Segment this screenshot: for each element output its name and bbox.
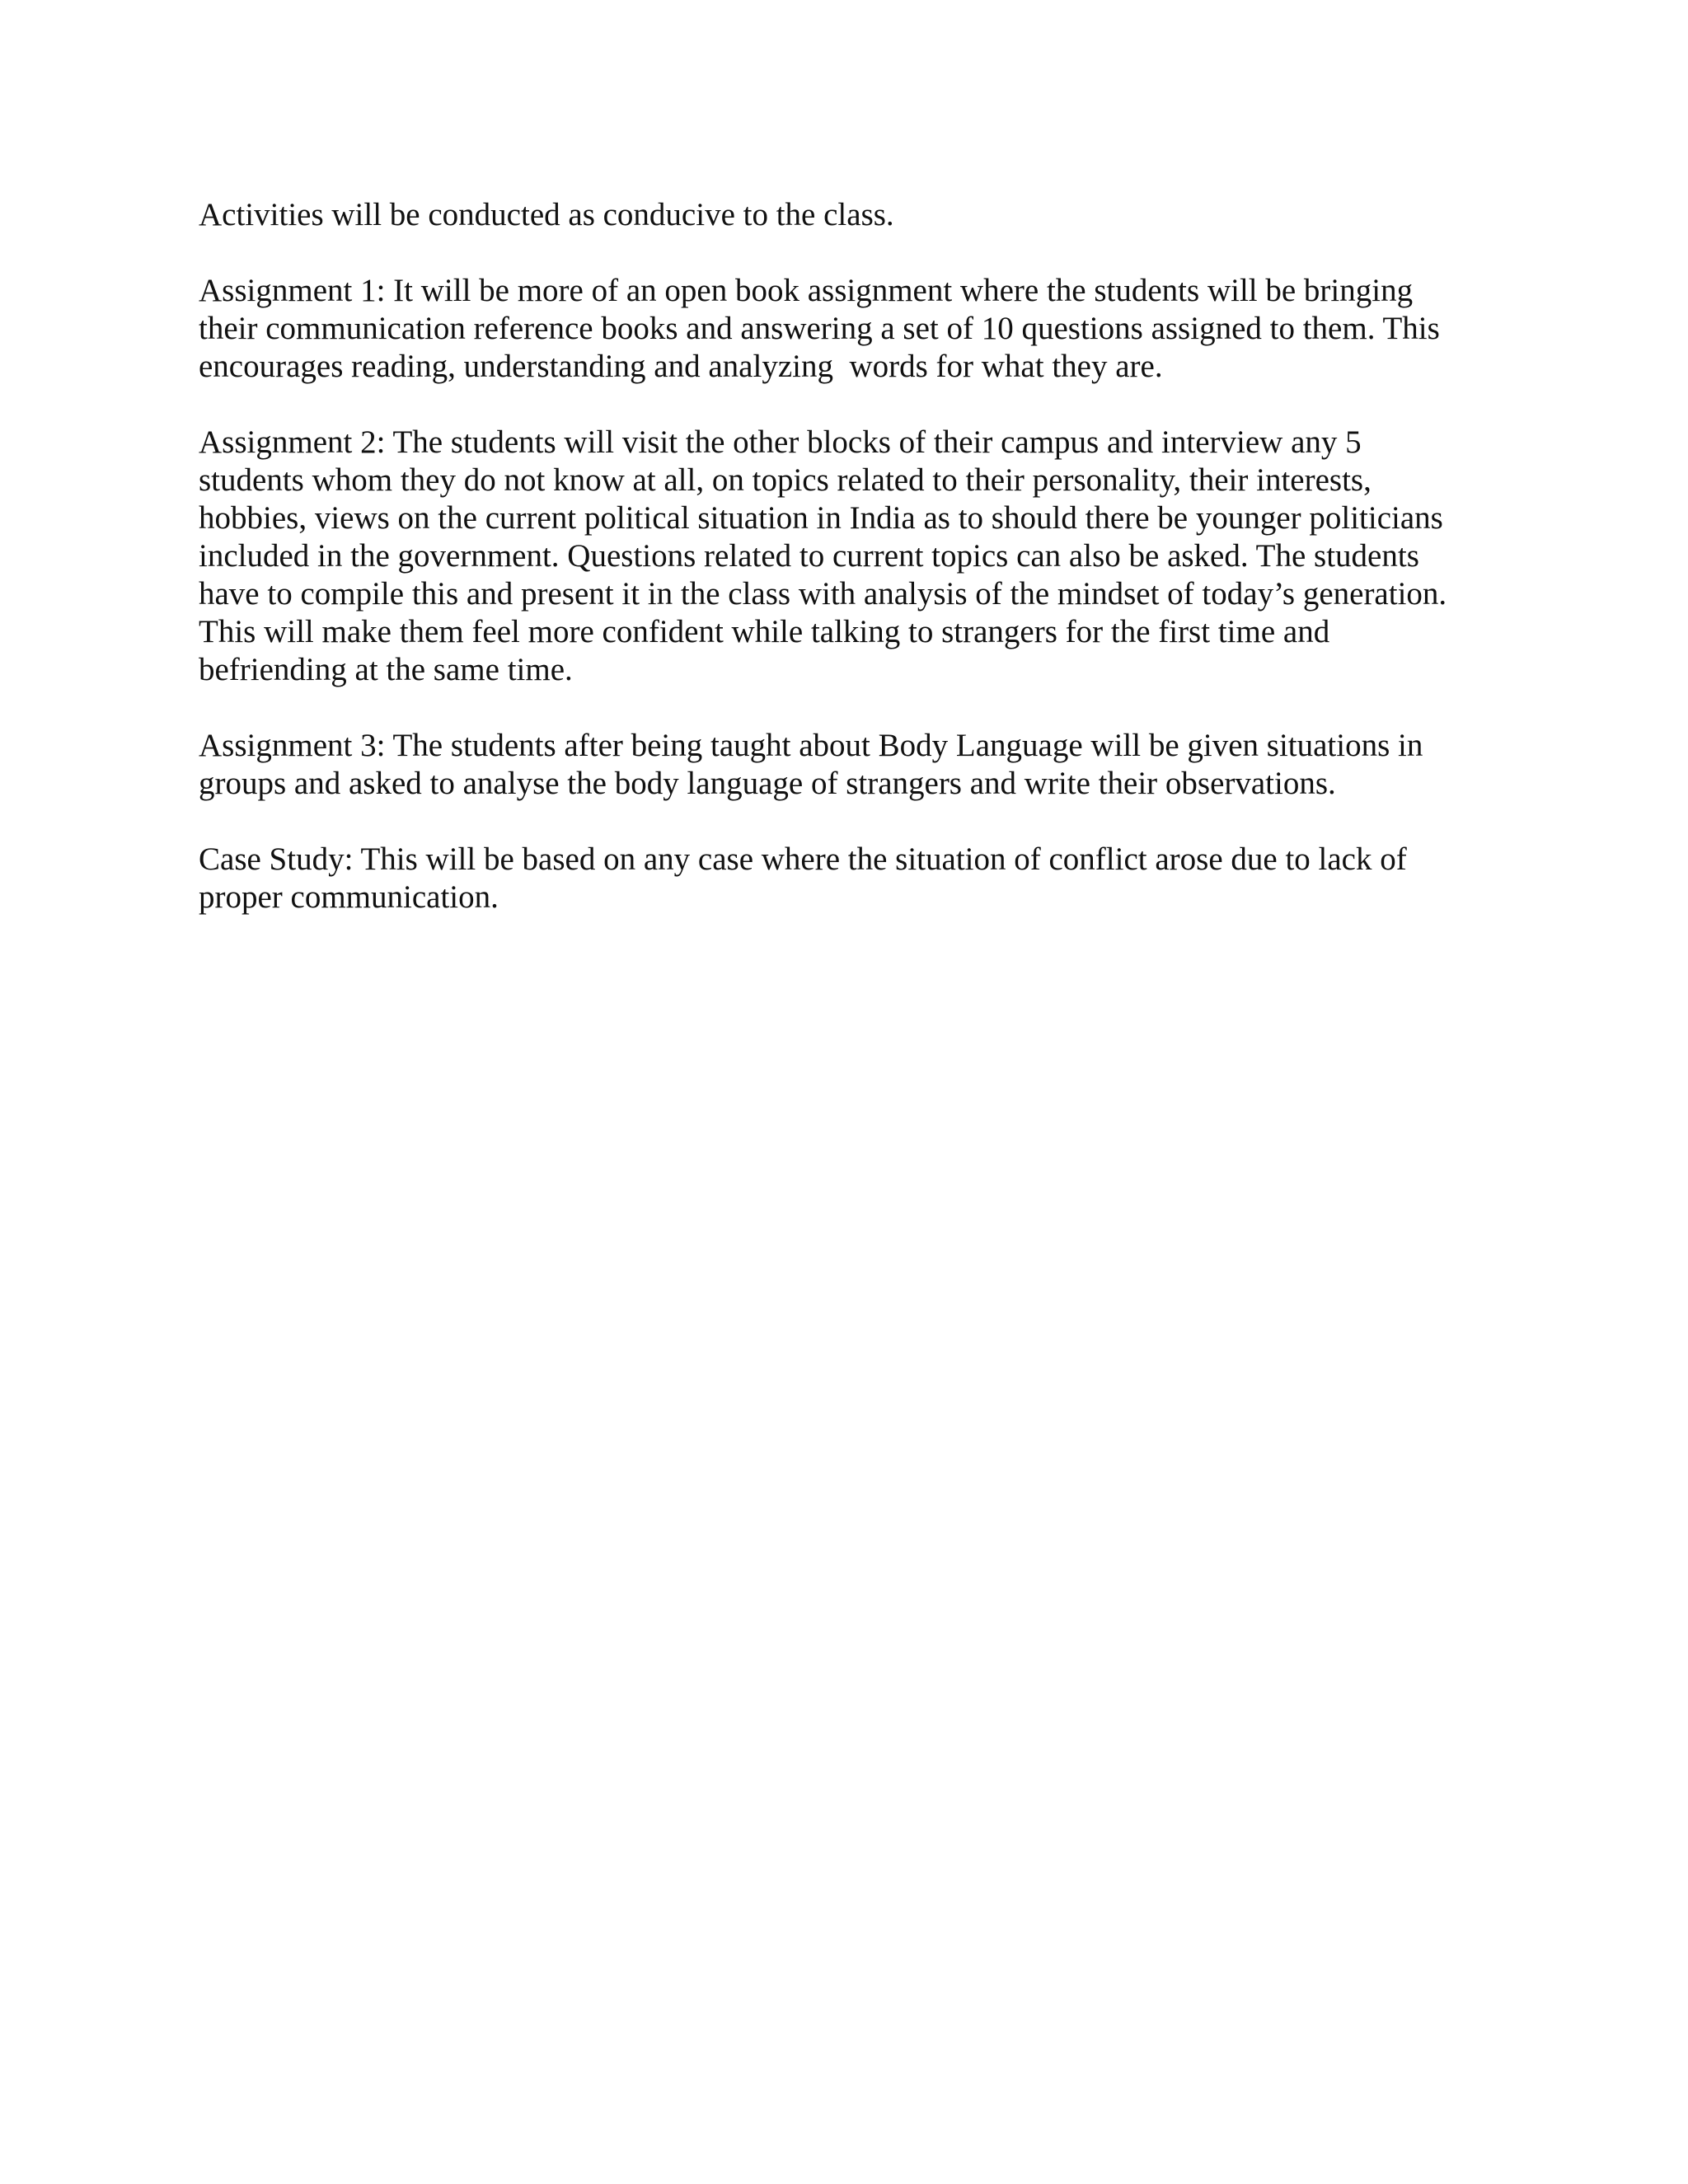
document-body	[199, 196, 1501, 954]
case-study-paragraph	[199, 841, 1501, 916]
text-line: This will make them feel more confident while talking to strangers for the first time and	[199, 614, 1330, 649]
text-line: Case Study: This will be based on any case where the situation of conflict arose due to lack of	[199, 841, 1407, 877]
text-line: proper communication.	[199, 879, 499, 915]
text-line: befriending at the same time.	[199, 652, 573, 687]
activities-paragraph	[199, 196, 1501, 234]
assignment-2-paragraph	[199, 424, 1501, 689]
text-line: hobbies, views on the current political situation in India as to should there be younger politicians	[199, 500, 1443, 536]
assignment-3-paragraph	[199, 727, 1501, 803]
text-line: encourages reading, understanding and analyzing words for what they are.	[199, 349, 1163, 384]
text-line: included in the government. Questions related to current topics can also be asked. The students	[199, 538, 1419, 574]
text-line: their communication reference books and answering a set of 10 questions assigned to them. This	[199, 311, 1440, 346]
text-line: Assignment 2: The students will visit the other blocks of their campus and interview any 5	[199, 424, 1362, 460]
text-line: Activities will be conducted as conducive to the class.	[199, 197, 894, 232]
assignment-1-paragraph	[199, 272, 1501, 386]
text-line: students whom they do not know at all, on topics related to their personality, their interests,	[199, 462, 1372, 498]
text-line: have to compile this and present it in the class with analysis of the mindset of today’s generation.	[199, 576, 1447, 612]
text-line: Assignment 1: It will be more of an open book assignment where the students will be bringing	[199, 273, 1414, 308]
text-line: groups and asked to analyse the body language of strangers and write their observations.	[199, 766, 1336, 801]
text-line: Assignment 3: The students after being taught about Body Language will be given situations in	[199, 728, 1423, 763]
